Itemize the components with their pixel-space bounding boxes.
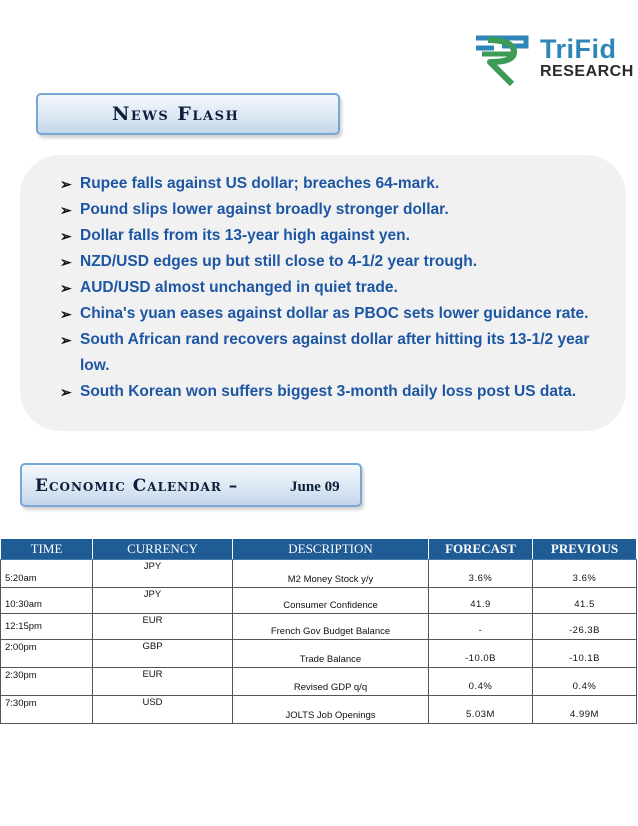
news-flash-title: News Flash [112,103,240,125]
arrowhead-icon: ➢ [60,280,72,296]
cell-time: 5:20am [1,560,93,588]
arrowhead-icon: ➢ [60,176,72,192]
economic-calendar-heading-box [20,463,362,507]
table-row [1,696,637,724]
cell-description: Trade Balance [233,640,429,668]
brand-logo [474,34,634,86]
table-row [1,640,637,668]
cell-time: 12:15pm [1,614,93,640]
cell-previous: -10.1B [533,640,637,668]
news-list [60,171,620,405]
brand-name: TriFid [540,34,617,64]
cell-forecast: 0.4% [429,668,533,696]
table-row [1,614,637,640]
arrowhead-icon: ➢ [60,306,72,322]
news-panel [20,155,626,431]
table-row [1,560,637,588]
news-flash-heading-box [36,93,340,135]
rupee-logo-icon [474,34,532,86]
table-header-row [1,539,637,560]
news-item: ➢ Dollar falls from its 13-year high against yen. [60,223,620,249]
cell-time: 2:30pm [1,668,93,696]
header-description: DESCRIPTION [233,539,429,560]
cell-previous: 41.5 [533,588,637,614]
cell-description: Consumer Confidence [233,588,429,614]
news-item: ➢ China's yuan eases against dollar as PBOC sets lower guidance rate. [60,301,620,327]
arrowhead-icon: ➢ [60,254,72,270]
cell-currency: EUR [93,668,233,696]
brand-subtitle: RESEARCH [540,63,634,80]
cell-description: Revised GDP q/q [233,668,429,696]
cell-description: M2 Money Stock y/y [233,560,429,588]
economic-calendar-table [0,538,637,724]
economic-calendar-date: June 09 [290,479,340,495]
header-time: TIME [1,539,93,560]
cell-previous: -26.3B [533,614,637,640]
header-previous: PREVIOUS [533,539,637,560]
news-item: ➢ Rupee falls against US dollar; breaches 64-mark. [60,171,620,197]
table-row [1,588,637,614]
cell-forecast: -10.0B [429,640,533,668]
arrowhead-icon: ➢ [60,228,72,244]
economic-calendar-title: Economic Calendar – [35,476,239,496]
cell-time: 10:30am [1,588,93,614]
cell-forecast: 3.6% [429,560,533,588]
cell-description: JOLTS Job Openings [233,696,429,724]
cell-description: French Gov Budget Balance [233,614,429,640]
cell-forecast: 41.9 [429,588,533,614]
arrowhead-icon: ➢ [60,202,72,218]
cell-currency: JPY [93,560,233,588]
cell-previous: 0.4% [533,668,637,696]
header-currency: CURRENCY [93,539,233,560]
cell-currency: GBP [93,640,233,668]
cell-currency: USD [93,696,233,724]
cell-forecast: 5.03M [429,696,533,724]
cell-currency: EUR [93,614,233,640]
cell-currency: JPY [93,588,233,614]
cell-forecast: - [429,614,533,640]
news-item: ➢ South Korean won suffers biggest 3-month daily loss post US data. [60,379,620,405]
arrowhead-icon: ➢ [60,384,72,400]
news-item: ➢ Pound slips lower against broadly stronger dollar. [60,197,620,223]
cell-time: 2:00pm [1,640,93,668]
news-item: ➢ AUD/USD almost unchanged in quiet trade. [60,275,620,301]
cell-previous: 4.99M [533,696,637,724]
news-item: ➢ NZD/USD edges up but still close to 4-1/2 year trough. [60,249,620,275]
table-row [1,668,637,696]
cell-previous: 3.6% [533,560,637,588]
arrowhead-icon: ➢ [60,332,72,348]
cell-time: 7:30pm [1,696,93,724]
header-forecast: FORECAST [429,539,533,560]
news-item: ➢ South African rand recovers against dollar after hitting its 13-1/2 year low. [60,327,620,379]
